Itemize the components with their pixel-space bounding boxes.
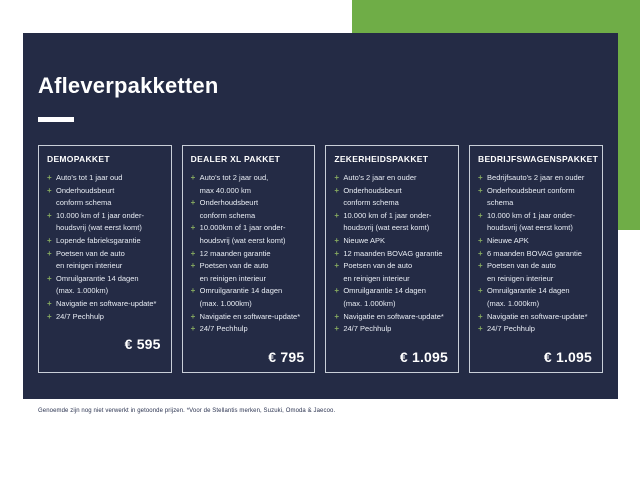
package-item-wrap: [334, 298, 450, 311]
plus-icon: +: [478, 261, 483, 271]
plus-icon: +: [334, 286, 340, 296]
plus-icon: [334, 298, 343, 311]
plus-icon: +: [47, 273, 52, 283]
package-item-wrap: [334, 197, 450, 210]
package-item: [191, 172, 307, 185]
package-item-text: Auto's tot 2 jaar oud,: [199, 173, 269, 182]
package-item: [478, 311, 594, 324]
package-item: [191, 260, 307, 273]
package-item: [334, 323, 450, 336]
plus-icon: +: [190, 324, 196, 334]
plus-icon: +: [478, 286, 483, 296]
package-item-text: max 40.000 km: [199, 185, 251, 195]
package-item-text: en reinigen interieur: [487, 273, 554, 283]
plus-icon: +: [334, 261, 340, 271]
package-item-text: 24/7 Pechhulp: [343, 324, 392, 334]
package-item: [478, 210, 594, 223]
plus-icon: [47, 222, 56, 235]
package-item-text: Auto's tot 1 jaar oud: [56, 173, 123, 182]
package-item-text: Navigatie en software-update*: [343, 311, 444, 321]
package-item-text: houdsvrij (wat eerst komt): [56, 223, 142, 233]
package-item-text: (max. 1.000km): [487, 298, 540, 308]
package-item-text: Onderhoudsbeurt conform: [487, 185, 575, 195]
package-item-text: (max. 1.000km): [56, 286, 109, 296]
plus-icon: +: [190, 286, 196, 296]
plus-icon: +: [334, 311, 340, 321]
package-item-text: 10.000 km of 1 jaar onder-: [56, 210, 144, 220]
plus-icon: +: [47, 235, 52, 245]
package-item-text: 24/7 Pechhulp: [199, 324, 248, 334]
package-item-wrap: [191, 235, 307, 248]
package-item-wrap: [191, 273, 307, 286]
footnote: Genoemde zijn nog niet verwerkt in getoonde prijzen. *Voor de Stellantis merken, Suzuki, Omoda & Jaecoo.: [38, 408, 336, 414]
package-item-text: 12 maanden BOVAG garantie: [343, 248, 443, 258]
package-title: DEMOPAKKET: [47, 154, 110, 164]
plus-icon: +: [478, 311, 483, 321]
package-item-wrap: [334, 273, 450, 286]
plus-icon: [334, 273, 343, 286]
package-item: [191, 285, 307, 298]
package-price: € 1.095: [543, 348, 593, 365]
plus-icon: +: [190, 173, 196, 182]
plus-icon: +: [47, 248, 52, 258]
package-item-text: (max. 1.000km): [343, 298, 396, 308]
plus-icon: +: [190, 248, 196, 258]
plus-icon: [478, 273, 487, 286]
package-item: [478, 260, 594, 273]
package-item-wrap: [478, 298, 594, 311]
slide: [23, 33, 618, 399]
plus-icon: +: [334, 185, 340, 195]
title-underline: [38, 117, 74, 122]
plus-icon: [191, 185, 200, 198]
package-item-text: Nieuwe APK: [487, 235, 529, 245]
package-item-wrap: [191, 298, 307, 311]
plus-icon: [47, 260, 56, 273]
package-item-wrap: [478, 273, 594, 286]
package-item-text: Omruilgarantie 14 dagen: [199, 286, 283, 296]
package-item: [191, 323, 307, 336]
package-item-text: Omruilgarantie 14 dagen: [343, 286, 426, 296]
plus-icon: [334, 197, 343, 210]
package-item-text: Poetsen van de auto: [343, 261, 413, 271]
package-item-text: Onderhoudsbeurt: [199, 198, 259, 208]
package-item: [478, 172, 594, 185]
package-item: [478, 285, 594, 298]
package-item-wrap: [191, 210, 307, 223]
plus-icon: [478, 197, 487, 210]
package-card: [325, 145, 459, 373]
package-title: DEALER XL PAKKET: [190, 154, 281, 164]
package-item-text: Poetsen van de auto: [199, 261, 269, 271]
package-item-text: Navigatie en software-update*: [199, 311, 301, 321]
package-item: [334, 185, 450, 198]
plus-icon: +: [478, 185, 483, 195]
plus-icon: +: [190, 223, 196, 233]
package-item-text: Omruilgarantie 14 dagen: [487, 286, 570, 296]
plus-icon: [191, 298, 200, 311]
package-item-list: [191, 172, 307, 336]
package-item-text: Onderhoudsbeurt: [56, 185, 115, 195]
package-item-text: Auto's 2 jaar en ouder: [343, 173, 417, 182]
package-item: [334, 311, 450, 324]
page-title: Afleverpakketten: [38, 73, 219, 98]
package-item-text: en reinigen interieur: [343, 273, 410, 283]
package-item-wrap: [191, 185, 307, 198]
package-item: [334, 210, 450, 223]
package-item-text: Bedrijfsauto's 2 jaar en ouder: [487, 173, 585, 182]
plus-icon: +: [334, 248, 340, 258]
plus-icon: +: [47, 173, 52, 182]
package-item-text: Onderhoudsbeurt: [343, 185, 402, 195]
package-item-text: 10.000km of 1 jaar onder-: [199, 223, 286, 233]
package-price: € 1.095: [399, 348, 449, 365]
plus-icon: +: [47, 185, 52, 195]
plus-icon: [478, 298, 487, 311]
plus-icon: +: [478, 248, 483, 258]
plus-icon: +: [334, 324, 340, 334]
package-item-text: Nieuwe APK: [343, 235, 386, 245]
package-item: [478, 185, 594, 198]
package-item: [334, 172, 450, 185]
package-item-text: (max. 1.000km): [199, 298, 252, 308]
plus-icon: +: [478, 324, 483, 334]
package-item: [47, 210, 163, 223]
plus-icon: [191, 235, 200, 248]
package-item: [191, 222, 307, 235]
plus-icon: [334, 222, 343, 235]
package-item-text: Navigatie en software-update*: [56, 298, 157, 308]
package-item: [47, 311, 163, 324]
plus-icon: +: [478, 235, 483, 245]
package-item: [47, 248, 163, 261]
plus-icon: +: [478, 210, 483, 220]
package-item: [191, 197, 307, 210]
package-item: [478, 248, 594, 261]
package-item: [478, 235, 594, 248]
plus-icon: [47, 197, 56, 210]
package-item-text: houdsvrij (wat eerst komt): [487, 223, 573, 233]
package-title: ZEKERHEIDSPAKKET: [334, 154, 429, 164]
package-item-text: houdsvrij (wat eerst komt): [343, 223, 430, 233]
package-item: [334, 235, 450, 248]
plus-icon: +: [334, 235, 340, 245]
package-item-text: en reinigen interieur: [199, 273, 266, 283]
package-item-wrap: [478, 222, 594, 235]
package-item-text: 24/7 Pechhulp: [487, 324, 535, 334]
plus-icon: +: [47, 210, 52, 220]
package-item-text: Omruilgarantie 14 dagen: [56, 273, 139, 283]
package-item: [334, 285, 450, 298]
package-item-text: 12 maanden garantie: [199, 248, 271, 258]
package-item-text: 10.000 km of 1 jaar onder-: [343, 210, 432, 220]
plus-icon: +: [47, 311, 52, 321]
plus-icon: +: [190, 198, 196, 208]
package-card: [38, 145, 172, 373]
plus-icon: +: [190, 261, 196, 271]
package-price: € 595: [124, 336, 161, 353]
package-item-list: [478, 172, 594, 336]
plus-icon: [47, 285, 56, 298]
package-item-wrap: [334, 222, 450, 235]
plus-icon: [478, 222, 487, 235]
package-cards: [38, 145, 603, 373]
package-item-text: houdsvrij (wat eerst komt): [199, 235, 286, 245]
package-item: [478, 323, 594, 336]
package-item: [334, 260, 450, 273]
package-item-list: [47, 172, 163, 323]
package-item: [47, 235, 163, 248]
package-item: [47, 273, 163, 286]
plus-icon: +: [334, 210, 340, 220]
package-item-wrap: [47, 260, 163, 273]
package-price: € 795: [268, 348, 305, 365]
package-card: [469, 145, 603, 373]
plus-icon: +: [190, 311, 196, 321]
package-card: [182, 145, 316, 373]
package-item-list: [334, 172, 450, 336]
package-title: BEDRIJFSWAGENSPAKKET: [478, 154, 599, 164]
package-item-text: schema: [487, 198, 514, 208]
package-item: [191, 248, 307, 261]
plus-icon: [191, 210, 200, 223]
plus-icon: +: [47, 298, 52, 308]
package-item-text: 24/7 Pechhulp: [56, 311, 104, 321]
package-item-text: conform schema: [56, 198, 112, 208]
package-item-wrap: [47, 197, 163, 210]
package-item-wrap: [47, 222, 163, 235]
package-item-text: conform schema: [343, 198, 399, 208]
package-item-wrap: [478, 197, 594, 210]
package-item-text: 6 maanden BOVAG garantie: [487, 248, 582, 258]
package-item-text: Poetsen van de auto: [56, 248, 125, 258]
plus-icon: [191, 273, 200, 286]
plus-icon: +: [478, 173, 483, 182]
package-item: [47, 298, 163, 311]
package-item-text: Lopende fabrieksgarantie: [56, 235, 141, 245]
package-item-text: en reinigen interieur: [56, 261, 123, 271]
package-item-text: conform schema: [199, 210, 256, 220]
package-item: [47, 185, 163, 198]
package-item-text: 10.000 km of 1 jaar onder-: [487, 210, 575, 220]
package-item: [47, 172, 163, 185]
package-item: [334, 248, 450, 261]
package-item-wrap: [47, 285, 163, 298]
package-item: [191, 311, 307, 324]
package-item-text: Navigatie en software-update*: [487, 311, 588, 321]
package-item-text: Poetsen van de auto: [487, 261, 556, 271]
plus-icon: +: [334, 173, 340, 182]
